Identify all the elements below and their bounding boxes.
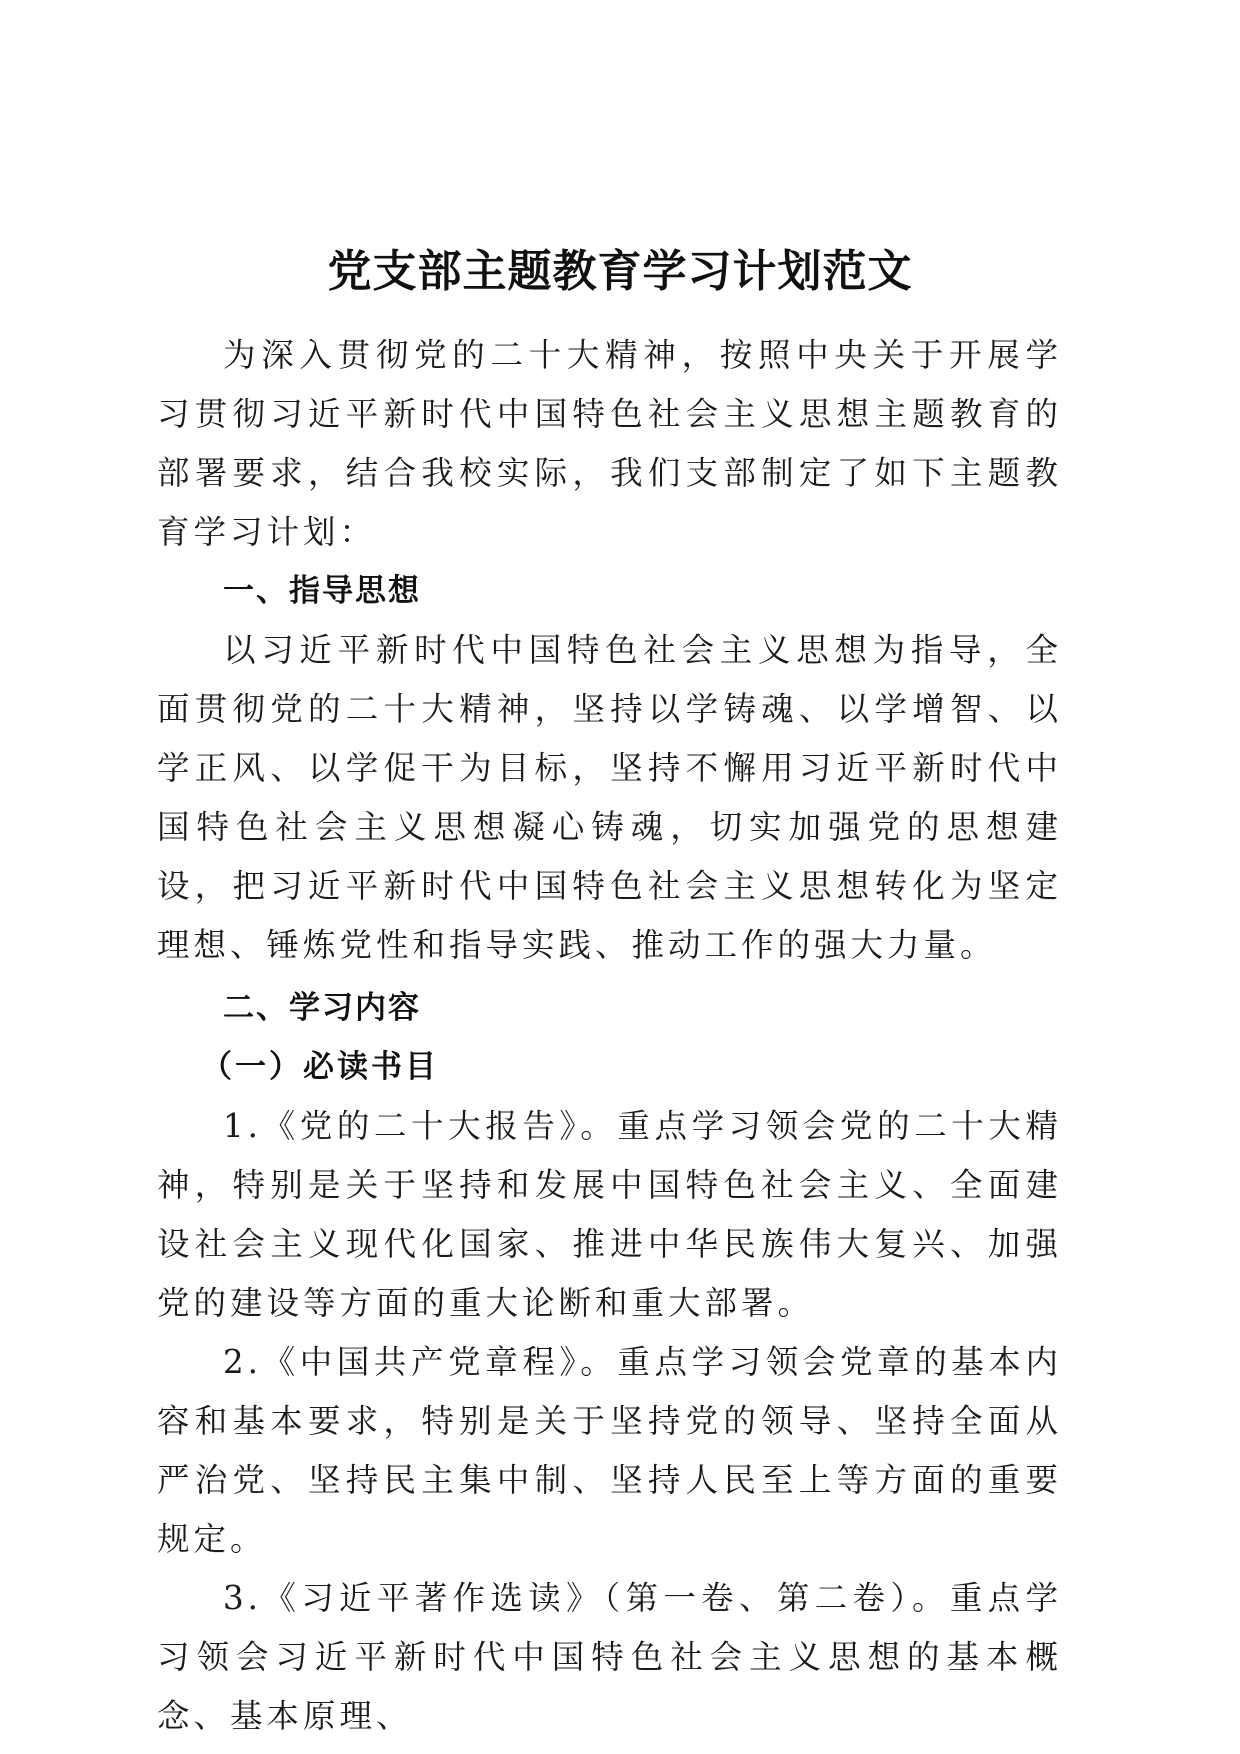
reading-item-1: 1.《党的二十大报告》。重点学习领会党的二十大精神，特别是关于坚持和发展中国特色社会主义、全面建设社会主义现代化国家、推进中华民族伟大复兴、加强党的建设等方面的重大论断和重大部署。 [157, 1107, 1062, 1322]
intro-paragraph: 为深入贯彻党的二十大精神，按照中央关于开展学习贯彻习近平新时代中国特色社会主义思想主题教育的部署要求，结合我校实际，我们支部制定了如下主题教育学习计划： [157, 336, 1062, 551]
document-body [157, 326, 1062, 1746]
reading-item-3: 3.《习近平著作选读》（第一卷、第二卷）。重点学习领会习近平新时代中国特色社会主义思想的基本概念、基本原理、 [157, 1579, 1062, 1735]
guiding-ideology-paragraph: 以习近平新时代中国特色社会主义思想为指导，全面贯彻党的二十大精神，坚持以学铸魂、以学增智、以学正风、以学促干为目标，坚持不懈用习近平新时代中国特色社会主义思想凝心铸魂，切实加强党的思想建设，把习近平新时代中国特色社会主义思想转化为坚定理想、锤炼党性和指导实践、推动工作的强大力量。 [157, 631, 1062, 964]
document-title: 党支部主题教育学习计划范文 [327, 246, 913, 297]
reading-item-2: 2.《中国共产党章程》。重点学习领会党章的基本内容和基本要求，特别是关于坚持党的领导、坚持全面从严治党、坚持民主集中制、坚持人民至上等方面的重要规定。 [157, 1343, 1062, 1558]
subheading-required-reading: （一）必读书目 [201, 1049, 439, 1085]
section-heading-study-content: 二、学习内容 [223, 990, 421, 1026]
section-heading-guiding-ideology: 一、指导思想 [223, 573, 421, 609]
